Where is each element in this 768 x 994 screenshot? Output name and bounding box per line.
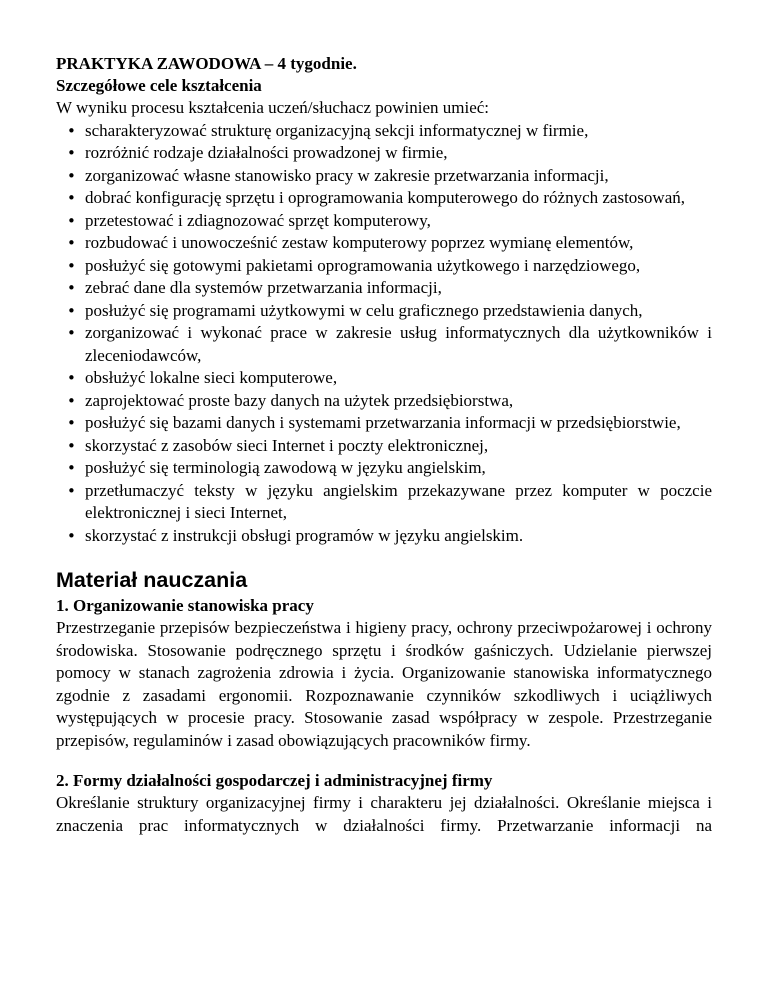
document-subtitle: Szczegółowe cele kształcenia (56, 76, 262, 95)
list-item: • skorzystać z zasobów sieci Internet i poczty elektronicznej, (56, 435, 712, 458)
intro-text: W wyniku procesu kształcenia uczeń/słuchacz powinien umieć: (56, 98, 490, 117)
list-item: • skorzystać z instrukcji obsługi programów w języku angielskim. (56, 525, 712, 548)
list-item: • rozróżnić rodzaje działalności prowadzonej w firmie, (56, 142, 712, 165)
paragraph-gap (56, 752, 712, 770)
list-item: • scharakteryzować strukturę organizacyjną sekcji informatycznej w firmie, (56, 120, 712, 143)
list-item: • zebrać dane dla systemów przetwarzania informacji, (56, 277, 712, 300)
list-item: • przetestować i zdiagnozować sprzęt komputerowy, (56, 210, 712, 233)
list-item: • przetłumaczyć teksty w języku angielskim przekazywane przez komputer w poczcie elektronicznej i sieci Internet, (56, 480, 712, 525)
section-title: Materiał nauczania (56, 568, 248, 592)
list-item: • posłużyć się bazami danych i systemami przetwarzania informacji w przedsiębiorstwie, (56, 412, 712, 435)
list-item: • obsłużyć lokalne sieci komputerowe, (56, 367, 712, 390)
list-item: • zorganizować własne stanowisko pracy w zakresie przetwarzania informacji, (56, 165, 712, 188)
list-item: • rozbudować i unowocześnić zestaw komputerowy poprzez wymianę elementów, (56, 232, 712, 255)
topic-title: 1. Organizowanie stanowiska pracy (56, 596, 314, 615)
topic-text: Przestrzeganie przepisów bezpieczeństwa i higieny pracy, ochrony przeciwpożarowej i ochrony środowiska. Stosowanie podręcznego sprzętu i środków gaśniczych. Udzielanie pierwszej pomocy w stanach zagrożenia zdrowia i życia. Organizowanie stanowiska informatycznego zgodnie z zasadami ergonomii. Rozpoznawanie czynników szkodliwych i uciążliwych występujących w procesie pracy. Stosowanie zasad współpracy w zespole. Przestrzeganie przepisów, regulaminów i zasad obowiązujących pracowników firmy. (56, 618, 712, 750)
list-item: • dobrać konfigurację sprzętu i oprogramowania komputerowego do różnych zastosowań, (56, 187, 712, 210)
topic-title: 2. Formy działalności gospodarczej i administracyjnej firmy (56, 771, 493, 790)
list-item: • zaprojektować proste bazy danych na użytek przedsiębiorstwa, (56, 390, 712, 413)
goals-list (56, 120, 712, 548)
list-item: • posłużyć się programami użytkowymi w celu graficznego przedstawienia danych, (56, 300, 712, 323)
list-item: • posłużyć się gotowymi pakietami oprogramowania użytkowego i narzędziowego, (56, 255, 712, 278)
document-title: PRAKTYKA ZAWODOWA – 4 tygodnie. (56, 54, 357, 73)
topic-text: Określanie struktury organizacyjnej firmy i charakteru jej działalności. Określanie miejsca i znaczenia prac informatycznych w działalności firmy. Przetwarzanie informacji na (56, 793, 712, 835)
list-item: • posłużyć się terminologią zawodową w języku angielskim, (56, 457, 712, 480)
list-item: • zorganizować i wykonać prace w zakresie usług informatycznych dla użytkowników i zleceniodawców, (56, 322, 712, 367)
